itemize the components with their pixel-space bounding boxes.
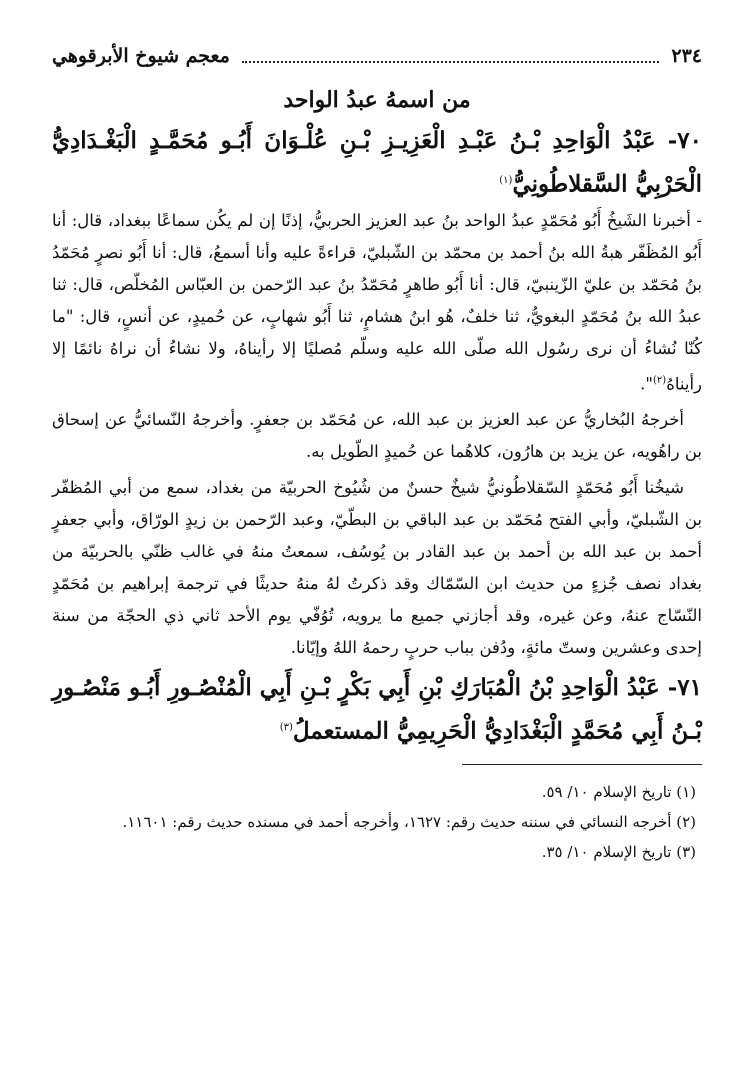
footnote-1: (١) تاريخ الإسلام ١٠/ ٥٩.: [541, 782, 696, 801]
footnote-ref-2: (٢): [653, 374, 667, 386]
entry-heading-71-text: ٧١- عَبْدُ الْوَاحِدِ بْنُ الْمُبَارَكِ بْنِ أَبِي بَكْرٍ بْـنِ أَبِي الْمُنْصُـورِ أَبُـو مَنْصُـورِ بْـنُ أَبِي مُحَمَّدٍ الْبَغْدَادِيُّ الْحَرِيمِيُّ المستعملُ: [52, 674, 702, 745]
quote-close: ".: [640, 374, 654, 394]
footnote-ref-3: (٣): [279, 722, 293, 734]
entry-70-isnad: [52, 205, 702, 401]
footnote-2: (٢) أخرجه النسائي في سننه حديث رقم: ١٦٢٧، وأخرجه أحمد في مسنده حديث رقم: ١١٦٠١.: [122, 812, 696, 831]
footnote-ref-1: (١): [499, 175, 513, 186]
footnote-3: (٣) تاريخ الإسلام ١٠/ ٣٥.: [541, 842, 696, 861]
entry-70-takhrij: أخرجهُ البُخاريُّ عن عبد العزيز بن عبد الله، عن مُحَمّد بن جعفرٍ. وأخرجهُ النّسائيُّ عن إسحاق بن راهُويه، عن يزيد بن هارُون، كلاهُما عن حُميدٍ الطّويل به.: [52, 410, 702, 462]
book-title: معجم شيوخ الأبرقوهي: [52, 45, 230, 67]
page-number: ٢٣٤: [671, 45, 702, 67]
entry-70-isnad-text: - أخبرنا الشَيخُ أَبُو مُحَمّدٍ عبدُ الواحد بنُ عبد العزيز الحربيُّ، إذنًا إن لم يكُن سماعًا ببغداد، قال: أنا أَبُو المُظَفّر هبةُ الله بنُ أحمد بن محمّد بن الشّبليّ، قراءةً عليه وأنا أسمعُ، قال: أنا أَبُو نصرٍ مُحَمّدُ بنُ مُحَمّد بن عليّ الزّينبيّ، قال: أنا أَبُو طاهرٍ مُحَمّدُ بنُ عبد الرّحمن بن العبّاس المُخلّص، قال: ثنا عبدُ الله بنُ مُحَمّدٍ البغويُّ، ثنا خلفٌ، هُو ابنُ هشامٍ، ثنا أَبُو شهابٍ، عن حُميدٍ، عن أنسٍ، قال: "ما كُنّا نُشاءُ أن نرى رسُول الله صلّى الله عليه وسلّم مُصليًا إلا رأيناهُ، ولا نشاءُ أن نراهُ نائمًا إلا رأيناهُ: [52, 210, 702, 394]
entry-heading-70: [52, 121, 702, 205]
book-page: [52, 40, 702, 869]
section-title: من اسمهُ عبدُ الواحد: [283, 87, 471, 113]
entry-70-biography: شيخُنا أَبُو مُحَمّدٍ السّقلاطُونيُّ شيخٌ حسنٌ من شُيُوخ الحربيّة من بغداد، سمع من أبي المُظفّر بن الشّبليّ، وأبي الفتح مُحَمّد بن عبد الباقي بن البطّيّ، وعبد الرّحمن بن زيدٍ الورّاق، وأبي جعفرٍ أحمد بن عبد الله بن أحمد بن عبد القادر بن يُوسُف، سمعتُ منهُ في غالب ظنّي بالحربيّة من بغداد نصف جُزءٍ من حديث ابن السّمّاك وقد ذكرتُ لهُ منهُ حديثًا في ترجمة إبراهيم بن مُحَمّدٍ النّسّاج عنهُ، وعن غيره، وقد أجازني جميع ما يرويه، تُوُفّي يوم الأحد ثاني ذي الحجّة من سنة إحدى وعشرين وستّ مائةٍ، ودُفن بباب حربٍ رحمهُ اللهُ وإيّانا.: [52, 478, 702, 658]
header-dot-leader: [242, 61, 660, 63]
footnote-separator: [462, 764, 702, 765]
entry-heading-70-text: ٧٠- عَبْدُ الْوَاحِدِ بْـنُ عَبْـدِ الْعَزِيـزِ بْـنِ عُلْـوَانَ أَبُـو مُحَمَّـدٍ الْبَغْـدَادِيُّ الْحَرْبِيُّ السَّقلاطُونِيُّ: [52, 127, 702, 198]
entry-heading-71: [52, 668, 702, 752]
running-header: [52, 40, 702, 73]
